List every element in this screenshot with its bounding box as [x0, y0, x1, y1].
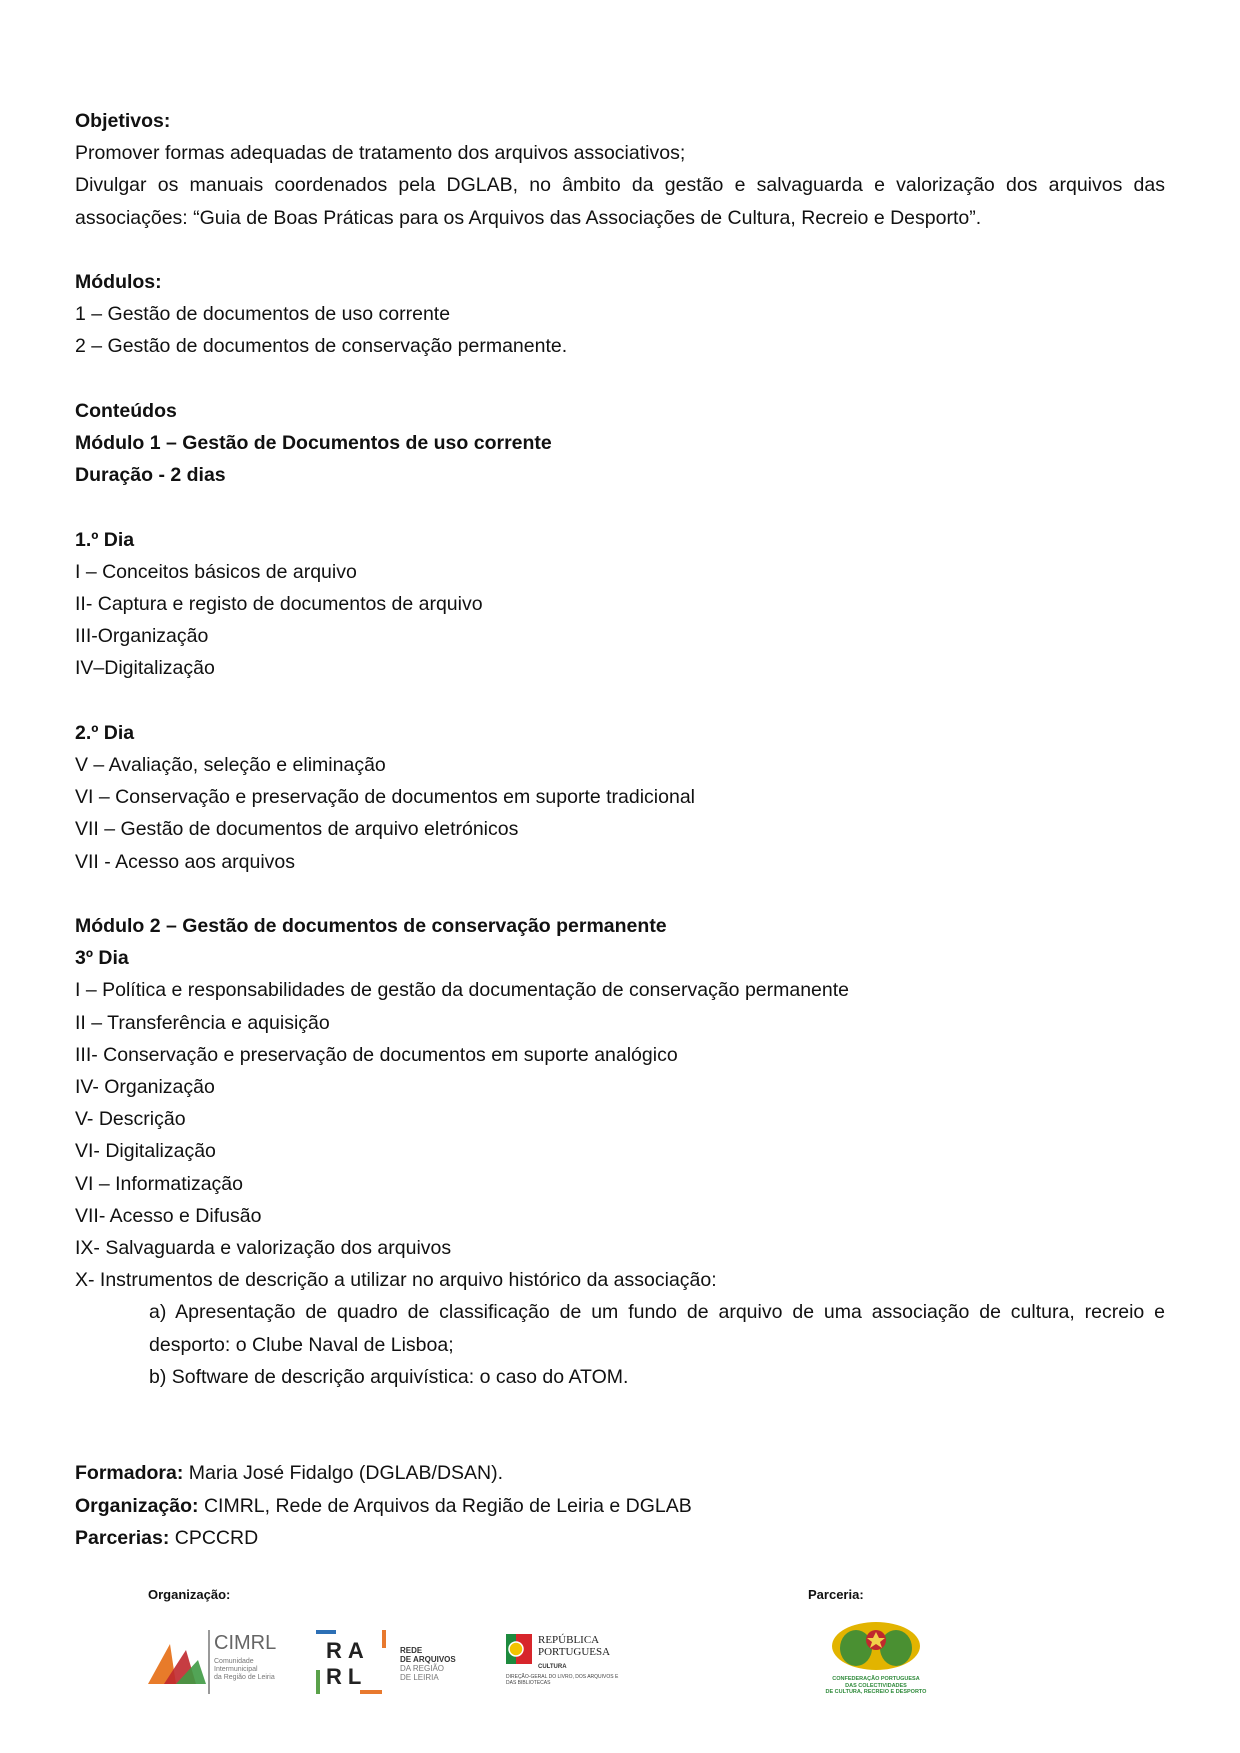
dia3-item: VI- Digitalização — [75, 1140, 216, 1163]
organizacao-label: Organização: — [75, 1494, 199, 1517]
dia2-heading: 2.º Dia — [75, 721, 135, 744]
dia3-item: III- Conservação e preservação de documentos em suporte analógico — [75, 1043, 678, 1066]
dia3-item: IV- Organização — [75, 1076, 215, 1099]
duracao: Duração - 2 dias — [75, 464, 226, 487]
republica-sub: DIREÇÃO-GERAL DO LIVRO, DOS ARQUIVOS E DAS BIBLIOTECAS — [506, 1674, 619, 1686]
dia1-item: I – Conceitos básicos de arquivo — [75, 560, 357, 583]
dia3-item: X- Instrumentos de descrição a utilizar no arquivo histórico da associação: — [75, 1269, 717, 1292]
modulos-heading: Módulos: — [75, 271, 162, 293]
dia3-subitem: a) Apresentação de quadro de classificação de um fundo de arquivo de uma associação de cultura, recreio e desporto: o Clube Naval de Lisboa; — [149, 1301, 1165, 1356]
dia3-heading: 3º Dia — [75, 947, 129, 970]
formadora-label: Formadora: — [75, 1462, 184, 1485]
dia3-item: IX- Salvaguarda e valorização dos arquivos — [75, 1237, 452, 1260]
parcerias-value: CPCCRD — [169, 1526, 259, 1549]
objetivos-line-1: Promover formas adequadas de tratamento dos arquivos associativos; — [75, 142, 686, 165]
cimrl-mark-icon — [146, 1638, 208, 1690]
modulos-item: 2 – Gestão de documentos de conservação permanente. — [75, 335, 568, 358]
organizacao-value: CIMRL, Rede de Arquivos da Região de Leiria e DGLAB — [198, 1494, 692, 1517]
dia3-subitem: b) Software de descrição arquivística: o caso do ATOM. — [149, 1365, 629, 1388]
republica-portuguesa-logo — [506, 1634, 636, 1694]
cimrl-sub: Comunidade Intermunicipal da Região de Leiria — [214, 1658, 275, 1681]
formadora-value: Maria José Fidalgo (DGLAB/DSAN). — [183, 1462, 504, 1485]
rarl-letters-top: RA — [326, 1638, 370, 1663]
cimrl-name: CIMRL — [214, 1632, 277, 1654]
cimrl-logo — [146, 1628, 286, 1696]
modulo1-title: Módulo 1 – Gestão de Documentos de uso corrente — [75, 432, 552, 454]
cpccrd-emblem-icon — [826, 1618, 926, 1674]
republica-emblem-icon — [506, 1634, 532, 1664]
rarl-logo — [316, 1630, 484, 1696]
dia2-item: VI – Conservação e preservação de documentos em suporte tradicional — [75, 786, 696, 809]
conteudos-heading: Conteúdos — [75, 399, 177, 422]
dia3-item: VII- Acesso e Difusão — [75, 1204, 262, 1227]
dia1-heading: 1.º Dia — [75, 528, 135, 551]
footer-organizacao-label: Organização: — [148, 1587, 231, 1602]
objetivos-line-2: Divulgar os manuais coordenados pela DGLAB, no âmbito da gestão e salvaguarda e valorização dos arquivos das associações: “Guia de Boas Práticas para os Arquivos das Associações de Cultura, Recreio e Desporto”. — [75, 174, 1165, 229]
dia3-item: II – Transferência e aquisição — [75, 1011, 330, 1034]
dia3-item: I – Política e responsabilidades de gestão da documentação de conservação permanente — [75, 979, 850, 1002]
dia3-item: VI – Informatização — [75, 1172, 243, 1195]
dia3-item: V- Descrição — [75, 1108, 186, 1131]
dia1-item: II- Captura e registo de documentos de arquivo — [75, 593, 483, 615]
dia2-item: VII – Gestão de documentos de arquivo eletrónicos — [75, 818, 519, 841]
cpccrd-text: CONFEDERAÇÃO PORTUGUESA DAS COLECTIVIDADES DE CULTURA, RECREIO E DESPORTO — [825, 1676, 927, 1695]
formadora-line — [75, 1457, 1165, 1489]
dia1-item: IV–Digitalização — [75, 657, 215, 680]
objetivos-heading: Objetivos: — [75, 110, 171, 132]
dia2-item: V – Avaliação, seleção e eliminação — [75, 754, 386, 776]
rarl-letters-bottom: RL — [326, 1664, 368, 1689]
footer-parceria-label: Parceria: — [808, 1587, 864, 1602]
republica-cultura: CULTURA — [538, 1664, 567, 1670]
organizacao-line — [75, 1490, 1165, 1522]
republica-title: REPÚBLICA PORTUGUESA — [538, 1634, 611, 1658]
parcerias-line — [75, 1522, 1165, 1554]
dia2-item: VII - Acesso aos arquivos — [75, 850, 296, 873]
document-body — [75, 105, 1165, 1554]
modulos-item: 1 – Gestão de documentos de uso corrente — [75, 303, 451, 326]
dia1-item: III-Organização — [75, 625, 209, 648]
modulo2-title: Módulo 2 – Gestão de documentos de conservação permanente — [75, 915, 667, 937]
rarl-text: REDE DE ARQUIVOS DA REGIÃO DE LEIRIA — [400, 1646, 456, 1682]
cpccrd-logo — [806, 1618, 946, 1702]
parcerias-label: Parcerias: — [75, 1526, 170, 1549]
